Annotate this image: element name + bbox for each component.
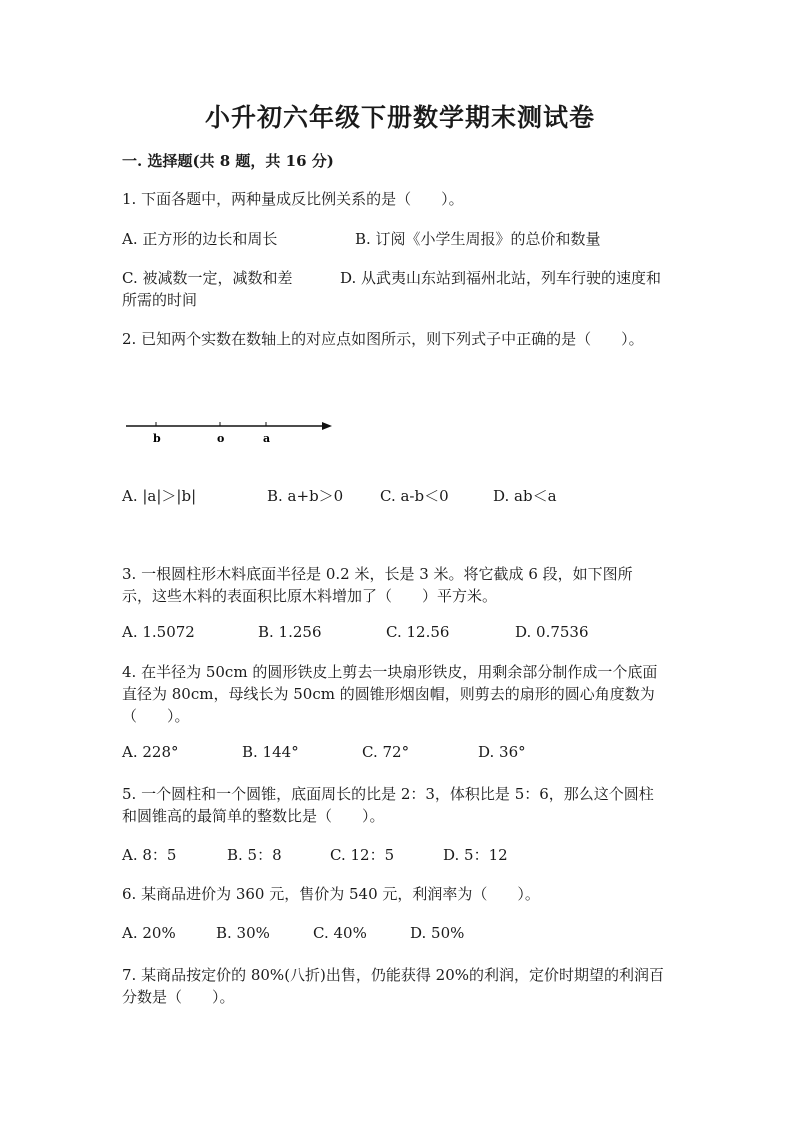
number-line-figure (122, 414, 342, 450)
question-6-option-a: A. 20% (122, 924, 176, 942)
question-2-stem: 2. 已知两个实数在数轴上的对应点如图所示，则下列式子中正确的是（ ）。 (122, 330, 644, 348)
question-4-stem-line-2: 直径为 80cm，母线长为 50cm 的圆锥形烟囱帽，则剪去的扇形的圆心角度数为 (122, 685, 655, 703)
number-line-arrow (322, 422, 332, 430)
question-2-option-c: C. a-b＜0 (380, 487, 449, 505)
question-7-stem-line-2: 分数是（ ）。 (122, 988, 235, 1006)
question-5-option-a: A. 8：5 (122, 846, 177, 864)
page-title: 小升初六年级下册数学期末测试卷 (204, 103, 595, 132)
question-1-option-d-continued: 所需的时间 (122, 291, 198, 309)
question-1-option-a: A. 正方形的边长和周长 (122, 230, 278, 248)
question-2-option-d: D. ab＜a (493, 487, 557, 505)
question-1-option-d: D. 从武夷山东站到福州北站，列车行驶的速度和 (340, 269, 662, 287)
question-4-option-d: D. 36° (478, 743, 526, 761)
number-line-label-o: o (217, 432, 225, 445)
question-5-option-c: C. 12：5 (330, 846, 395, 864)
question-3-option-d: D. 0.7536 (515, 623, 589, 641)
question-4-option-b: B. 144° (242, 743, 299, 761)
section-header: 一. 选择题(共 8 题，共 16 分) (122, 152, 334, 170)
question-5-option-d: D. 5：12 (443, 846, 508, 864)
question-3-stem-line-2: 示，这些木料的表面积比原木料增加了（ ）平方米。 (122, 587, 498, 605)
question-2-option-b: B. a+b＞0 (267, 487, 344, 505)
question-6-option-c: C. 40% (313, 924, 367, 942)
question-1-stem: 1. 下面各题中，两种量成反比例关系的是（ ）。 (122, 190, 464, 208)
question-6-stem: 6. 某商品进价为 360 元，售价为 540 元，利润率为（ ）。 (122, 885, 540, 903)
question-3-option-c: C. 12.56 (386, 623, 450, 641)
question-7-stem-line-1: 7. 某商品按定价的 80%(八折)出售，仍能获得 20%的利润，定价时期望的利润百 (122, 966, 665, 984)
question-1-option-c: C. 被减数一定，减数和差 (122, 269, 293, 287)
number-line-label-a: a (263, 432, 271, 445)
question-1-option-b: B. 订阅《小学生周报》的总价和数量 (355, 230, 601, 248)
question-5-stem-line-2: 和圆锥高的最简单的整数比是（ ）。 (122, 807, 385, 825)
question-4-option-a: A. 228° (122, 743, 179, 761)
question-3-option-a: A. 1.5072 (122, 623, 195, 641)
question-2-option-a: A. |a|＞|b| (122, 487, 197, 505)
question-4-stem-line-1: 4. 在半径为 50cm 的圆形铁皮上剪去一块扇形铁皮，用剩余部分制作成一个底面 (122, 663, 658, 681)
question-3-option-b: B. 1.256 (258, 623, 322, 641)
question-5-stem-line-1: 5. 一个圆柱和一个圆锥，底面周长的比是 2：3，体积比是 5：6，那么这个圆柱 (122, 785, 654, 803)
number-line-label-b: b (153, 432, 161, 445)
question-6-option-b: B. 30% (216, 924, 270, 942)
question-4-option-c: C. 72° (362, 743, 410, 761)
question-3-stem-line-1: 3. 一根圆柱形木料底面半径是 0.2 米，长是 3 米。将它截成 6 段，如下图所 (122, 565, 633, 583)
question-4-stem-line-3: （ ）。 (122, 707, 190, 725)
question-5-option-b: B. 5：8 (227, 846, 282, 864)
question-6-option-d: D. 50% (410, 924, 465, 942)
